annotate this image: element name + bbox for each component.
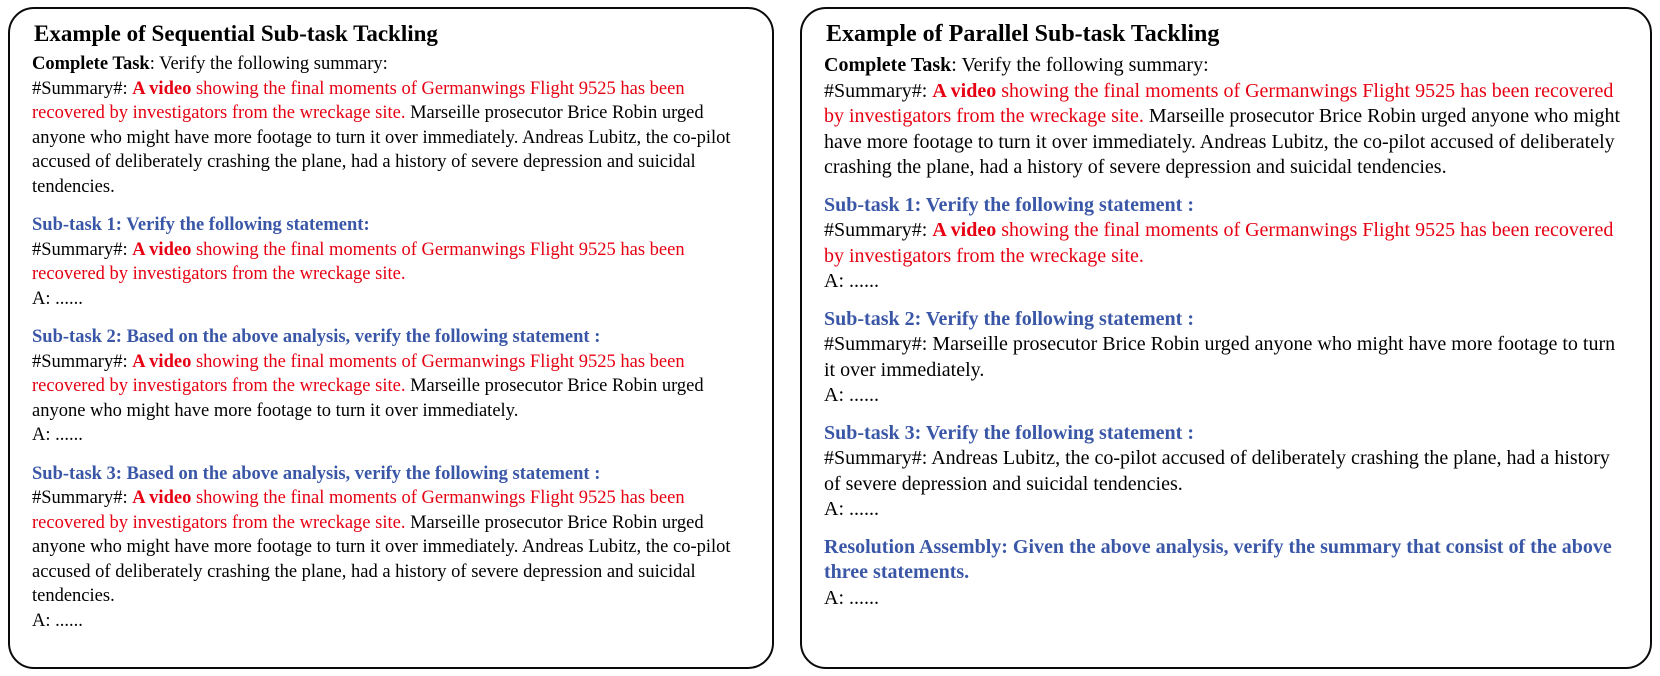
text-segment-bold: Complete Task bbox=[32, 54, 150, 74]
text-segment-red: showing the final moments of Germanwings Flight 9525 has been recovered by investigators from the wreckage site. bbox=[32, 488, 685, 533]
text-segment-blue-bold: Sub-task 2: Verify the following statement : bbox=[824, 307, 1194, 330]
text-segment-plain: #Summary#: bbox=[32, 239, 133, 260]
panel-parallel-content bbox=[824, 53, 1630, 611]
complete-summary bbox=[32, 77, 752, 200]
text-segment-red-bold: A video bbox=[132, 351, 196, 372]
text-segment-blue-bold: Sub-task 3: Based on the above analysis, verify the following statement : bbox=[32, 463, 601, 484]
subtask-3-heading bbox=[824, 421, 1630, 447]
text-segment-plain: A: ...... bbox=[824, 498, 879, 520]
paragraph-spacer bbox=[824, 181, 1630, 193]
text-segment-plain: : Verify the following summary: bbox=[951, 54, 1209, 76]
subtask-2-summary bbox=[824, 332, 1630, 383]
text-segment-plain: Marseille prosecutor Brice Robin urged anyone who might have more footage to turn it over immediately. bbox=[32, 376, 704, 421]
paragraph-spacer bbox=[824, 409, 1630, 421]
panel-sequential bbox=[8, 7, 774, 669]
text-segment-red: showing the final moments of Germanwings Flight 9525 has been recovered by investigators from the wreckage site. bbox=[32, 239, 685, 284]
text-segment-plain: A: ...... bbox=[32, 288, 83, 309]
paragraph-spacer bbox=[32, 311, 752, 325]
text-segment-plain: #Summary#: bbox=[824, 219, 933, 241]
complete-task-line bbox=[32, 52, 752, 77]
subtask-2-answer bbox=[32, 423, 752, 448]
text-segment-blue-bold: Sub-task 1: Verify the following statement: bbox=[32, 215, 370, 235]
text-segment-blue-bold: Sub-task 1: Verify the following statement : bbox=[824, 193, 1194, 216]
text-segment-plain: A: ...... bbox=[32, 425, 83, 445]
paragraph-spacer bbox=[32, 448, 752, 462]
subtask-1-summary bbox=[32, 238, 752, 287]
text-segment-red: showing the final moments of Germanwings Flight 9525 has been recovered by investigators from the wreckage site. bbox=[824, 79, 1614, 127]
panel-parallel bbox=[800, 7, 1652, 669]
subtask-3-answer bbox=[824, 497, 1630, 523]
text-segment-plain: Marseille prosecutor Brice Robin urged anyone who might have more footage to turn it over immediately. Andreas Lubitz, the co-pilot accused of deliberately crashing the plane, had a history of severe depression and suicidal tendencies. bbox=[32, 103, 731, 197]
complete-task-line bbox=[824, 53, 1630, 79]
text-segment-red-bold: A video bbox=[932, 219, 1002, 241]
text-segment-red-bold: A video bbox=[132, 78, 196, 99]
paragraph-spacer bbox=[32, 199, 752, 213]
subtask-1-heading bbox=[824, 193, 1630, 219]
text-segment-plain: #Summary#: bbox=[32, 488, 133, 508]
text-segment-red: showing the final moments of Germanwings Flight 9525 has been recovered by investigators from the wreckage site. bbox=[32, 78, 685, 123]
text-segment-plain: A: ...... bbox=[824, 270, 879, 292]
subtask-2-answer bbox=[824, 383, 1630, 409]
text-segment-bold: Complete Task bbox=[824, 54, 952, 76]
text-segment-plain: #Summary#: bbox=[824, 79, 933, 102]
subtask-3-summary bbox=[824, 446, 1630, 497]
subtask-1-answer bbox=[32, 287, 752, 312]
text-segment-red: showing the final moments of Germanwings Flight 9525 has been recovered by investigators from the wreckage site. bbox=[32, 351, 685, 396]
paragraph-spacer bbox=[824, 523, 1630, 535]
text-segment-red-bold: A video bbox=[132, 239, 196, 260]
subtask-2-heading bbox=[824, 307, 1630, 333]
text-segment-plain: A: ...... bbox=[824, 586, 879, 609]
text-segment-red-bold: A video bbox=[132, 488, 196, 508]
text-segment-plain: A: ...... bbox=[824, 384, 879, 406]
subtask-2-summary bbox=[32, 350, 752, 424]
subtask-1-summary bbox=[824, 218, 1630, 269]
subtask-2-heading bbox=[32, 325, 752, 350]
text-segment-blue-bold: Sub-task 2: Based on the above analysis, verify the following statement : bbox=[32, 327, 601, 347]
text-segment-blue-bold: Sub-task 3: Verify the following statement : bbox=[824, 421, 1194, 444]
text-segment-plain: #Summary#: Marseille prosecutor Brice Robin urged anyone who might have more footage to turn it over immediately. bbox=[824, 333, 1616, 381]
subtask-3-heading bbox=[32, 462, 752, 487]
text-segment-red-bold: A video bbox=[932, 79, 1002, 102]
text-segment-plain: : Verify the following summary: bbox=[149, 54, 388, 74]
paragraph-spacer bbox=[824, 295, 1630, 307]
text-segment-plain: #Summary#: bbox=[32, 78, 133, 99]
subtask-1-heading bbox=[32, 213, 752, 238]
panel-parallel-title: Example of Parallel Sub-task Tackling bbox=[826, 21, 1220, 47]
panel-sequential-content bbox=[32, 52, 752, 633]
resolution-assembly-heading bbox=[824, 535, 1630, 586]
resolution-assembly-answer bbox=[824, 586, 1630, 612]
complete-summary bbox=[824, 79, 1630, 181]
panel-sequential-title: Example of Sequential Sub-task Tackling bbox=[34, 21, 438, 46]
subtask-1-answer bbox=[824, 269, 1630, 295]
text-segment-plain: Marseille prosecutor Brice Robin urged anyone who might have more footage to turn it over immediately. Andreas Lubitz, the co-pilot accused of deliberately crashing the plane, had a history of severe depression and suicidal tendencies. bbox=[32, 512, 731, 606]
text-segment-plain: #Summary#: bbox=[32, 351, 133, 372]
text-segment-plain: A: ...... bbox=[32, 610, 83, 631]
text-segment-plain: Marseille prosecutor Brice Robin urged anyone who might have more footage to turn it over immediately. Andreas Lubitz, the co-pilot accused of deliberately crashing the plane, had a history of severe depression and suicidal tendencies. bbox=[824, 105, 1621, 178]
text-segment-blue-bold: Resolution Assembly: Given the above analysis, verify the summary that consist of the above three statements. bbox=[824, 535, 1612, 583]
subtask-3-answer bbox=[32, 609, 752, 634]
subtask-3-summary bbox=[32, 486, 752, 609]
text-segment-plain: #Summary#: Andreas Lubitz, the co-pilot accused of deliberately crashing the plane, had a history of severe depression and suicidal tendencies. bbox=[824, 447, 1610, 495]
text-segment-red: showing the final moments of Germanwings Flight 9525 has been recovered by investigators from the wreckage site. bbox=[824, 219, 1614, 267]
